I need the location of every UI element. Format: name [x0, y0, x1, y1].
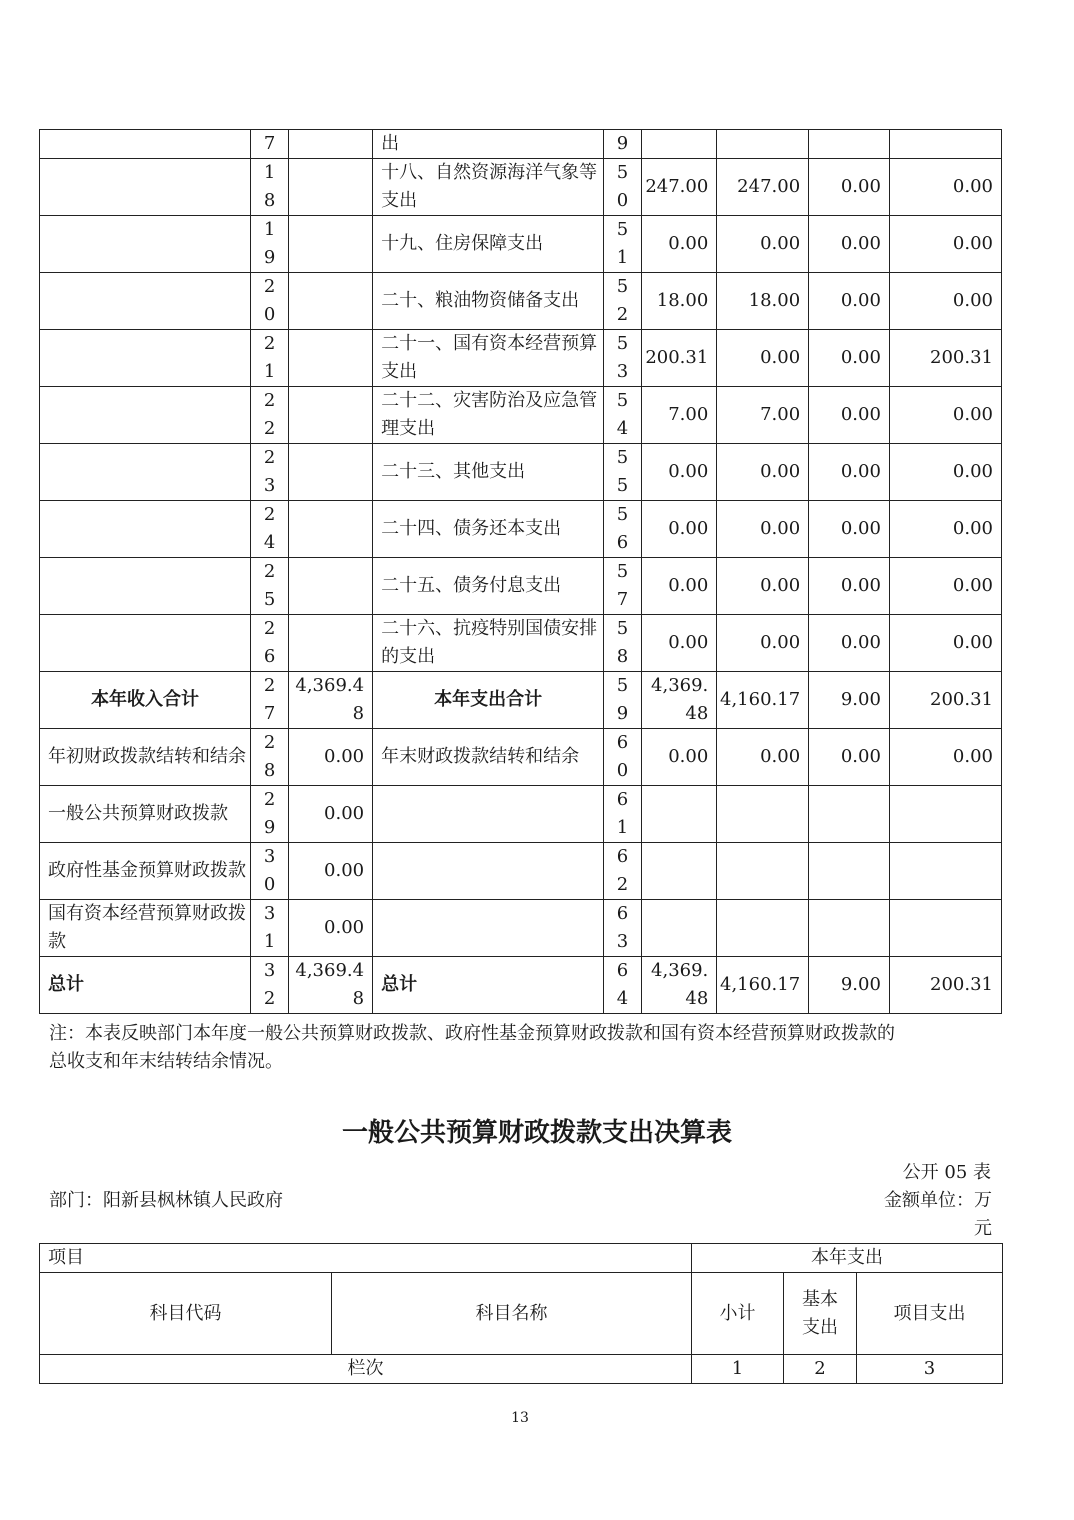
table-row: [40, 159, 1002, 216]
expense-total: [641, 843, 717, 900]
row-label: [40, 501, 251, 558]
fund-budget: [809, 786, 890, 843]
fund-budget: 0.00: [809, 330, 890, 387]
fund-budget: 0.00: [809, 387, 890, 444]
expense-total: 247.00: [641, 159, 717, 216]
expense-total: [641, 130, 717, 159]
general-budget: 7.00: [717, 387, 809, 444]
fund-budget: 0.00: [809, 501, 890, 558]
row-label: 总计: [40, 957, 251, 1014]
row-number: 28: [250, 729, 288, 786]
expense-item: 二十三、其他支出: [373, 444, 604, 501]
fund-budget: 9.00: [809, 957, 890, 1014]
income-amount: [289, 501, 373, 558]
row-label: [40, 387, 251, 444]
row-number: 22: [250, 387, 288, 444]
row-number-2: 56: [604, 501, 641, 558]
header-subtotal: 小计: [692, 1273, 784, 1355]
general-budget: 0.00: [717, 330, 809, 387]
general-budget: [717, 843, 809, 900]
expense-total: 0.00: [641, 558, 717, 615]
table-row: [40, 387, 1002, 444]
table-row: [40, 216, 1002, 273]
expense-item: [373, 843, 604, 900]
general-budget: 0.00: [717, 558, 809, 615]
row-label: 一般公共预算财政拨款: [40, 786, 251, 843]
row-number: 27: [250, 672, 288, 729]
state-capital-budget: 0.00: [889, 444, 1001, 501]
income-amount: [289, 330, 373, 387]
expense-item: [373, 786, 604, 843]
state-capital-budget: 0.00: [889, 615, 1001, 672]
state-capital-budget: [889, 786, 1001, 843]
row-label: [40, 330, 251, 387]
expenditure-table: [39, 1243, 1003, 1384]
fund-budget: 0.00: [809, 216, 890, 273]
expense-total: 0.00: [641, 216, 717, 273]
expense-total: [641, 900, 717, 957]
row-number: 19: [250, 216, 288, 273]
row-number: 18: [250, 159, 288, 216]
general-budget: 4,160.17: [717, 672, 809, 729]
general-budget: [717, 130, 809, 159]
expense-item: 出: [373, 130, 604, 159]
table-row: [40, 900, 1002, 957]
state-capital-budget: 0.00: [889, 501, 1001, 558]
fund-budget: [809, 900, 890, 957]
row-label: 年初财政拨款结转和结余: [40, 729, 251, 786]
expense-item: 十八、自然资源海洋气象等支出: [373, 159, 604, 216]
row-number-2: 60: [604, 729, 641, 786]
row-number-2: 57: [604, 558, 641, 615]
page-number: 13: [511, 1410, 529, 1426]
header-code: 科目代码: [40, 1273, 332, 1355]
state-capital-budget: 0.00: [889, 273, 1001, 330]
state-capital-budget: 0.00: [889, 387, 1001, 444]
income-amount: [289, 444, 373, 501]
row-label: [40, 130, 251, 159]
general-budget: 4,160.17: [717, 957, 809, 1014]
section-title: 一般公共预算财政拨款支出决算表: [341, 1118, 732, 1148]
expense-total: 0.00: [641, 729, 717, 786]
row-label: 国有资本经营预算财政拨款: [40, 900, 251, 957]
row-number-2: 55: [604, 444, 641, 501]
expense-item: 二十六、抗疫特别国债安排的支出: [373, 615, 604, 672]
header-project-exp: 项目支出: [857, 1273, 1003, 1355]
form-number: 公开 05 表: [902, 1162, 991, 1183]
general-budget: 0.00: [717, 615, 809, 672]
income-amount: [289, 216, 373, 273]
row-number-2: 52: [604, 273, 641, 330]
expense-item: 二十四、债务还本支出: [373, 501, 604, 558]
general-budget: 0.00: [717, 501, 809, 558]
row-label: [40, 444, 251, 501]
table-row: [40, 729, 1002, 786]
row-label: [40, 558, 251, 615]
income-amount: 0.00: [289, 786, 373, 843]
state-capital-budget: 0.00: [889, 729, 1001, 786]
table-note: 注：本表反映部门本年度一般公共预算财政拨款、政府性基金预算财政拨款和国有资本经营预算财政拨款的总收支和年末结转结余情况。: [49, 1023, 895, 1072]
state-capital-budget: 200.31: [889, 330, 1001, 387]
table-row: [40, 843, 1002, 900]
row-number: 24: [250, 501, 288, 558]
expense-total: 0.00: [641, 444, 717, 501]
income-amount: [289, 558, 373, 615]
income-amount: [289, 130, 373, 159]
state-capital-budget: [889, 130, 1001, 159]
table-row: [40, 957, 1002, 1014]
table-row: [40, 558, 1002, 615]
column-index-2: 2: [784, 1355, 857, 1384]
general-budget: 0.00: [717, 216, 809, 273]
expense-total: 0.00: [641, 501, 717, 558]
row-number-2: 63: [604, 900, 641, 957]
income-amount: [289, 273, 373, 330]
row-number-2: 59: [604, 672, 641, 729]
row-number: 30: [250, 843, 288, 900]
income-amount: 0.00: [289, 900, 373, 957]
state-capital-budget: 200.31: [889, 957, 1001, 1014]
row-number-2: 51: [604, 216, 641, 273]
row-number-2: 53: [604, 330, 641, 387]
state-capital-budget: 0.00: [889, 558, 1001, 615]
general-budget: 247.00: [717, 159, 809, 216]
row-label: [40, 273, 251, 330]
expense-total: [641, 786, 717, 843]
expense-total: 18.00: [641, 273, 717, 330]
expense-item: 二十一、国有资本经营预算支出: [373, 330, 604, 387]
fund-budget: 9.00: [809, 672, 890, 729]
fund-budget: 0.00: [809, 159, 890, 216]
table-row: [40, 501, 1002, 558]
table-row: [40, 273, 1002, 330]
column-index-3: 3: [857, 1355, 1003, 1384]
income-amount: 4,369.48: [289, 957, 373, 1014]
row-number-2: 64: [604, 957, 641, 1014]
expense-total: 4,369.48: [641, 672, 717, 729]
general-budget: 18.00: [717, 273, 809, 330]
table-row: [40, 672, 1002, 729]
income-amount: 0.00: [289, 843, 373, 900]
general-budget: 0.00: [717, 729, 809, 786]
row-number: 20: [250, 273, 288, 330]
table-row: [40, 615, 1002, 672]
fund-budget: 0.00: [809, 444, 890, 501]
table-row: [40, 130, 1002, 159]
header-this-year: 本年支出: [692, 1244, 1003, 1273]
income-amount: [289, 387, 373, 444]
row-number: 21: [250, 330, 288, 387]
general-budget: [717, 786, 809, 843]
state-capital-budget: [889, 843, 1001, 900]
expense-item: 二十二、灾害防治及应急管理支出: [373, 387, 604, 444]
row-number: 32: [250, 957, 288, 1014]
expense-total: 7.00: [641, 387, 717, 444]
state-capital-budget: 0.00: [889, 216, 1001, 273]
row-number: 23: [250, 444, 288, 501]
row-number: 26: [250, 615, 288, 672]
general-budget: 0.00: [717, 444, 809, 501]
state-capital-budget: 200.31: [889, 672, 1001, 729]
expense-item: 二十五、债务付息支出: [373, 558, 604, 615]
expense-total: 0.00: [641, 615, 717, 672]
expense-total: 200.31: [641, 330, 717, 387]
row-label: [40, 159, 251, 216]
row-number: 31: [250, 900, 288, 957]
column-index-1: 1: [692, 1355, 784, 1384]
fund-budget: 0.00: [809, 558, 890, 615]
unit-label: 金额单位：万元: [884, 1190, 992, 1239]
fund-budget: [809, 130, 890, 159]
expense-item: 总计: [373, 957, 604, 1014]
income-amount: [289, 615, 373, 672]
budget-summary-table: [39, 129, 1002, 1014]
income-amount: 0.00: [289, 729, 373, 786]
row-number-2: 61: [604, 786, 641, 843]
income-amount: [289, 159, 373, 216]
expense-item: 本年支出合计: [373, 672, 604, 729]
income-amount: 4,369.48: [289, 672, 373, 729]
fund-budget: 0.00: [809, 615, 890, 672]
row-label: 本年收入合计: [40, 672, 251, 729]
expense-item: 十九、住房保障支出: [373, 216, 604, 273]
row-number-2: 62: [604, 843, 641, 900]
row-label: [40, 216, 251, 273]
row-number-2: 9: [604, 130, 641, 159]
row-number-2: 50: [604, 159, 641, 216]
fund-budget: 0.00: [809, 273, 890, 330]
department-label: 部门：阳新县枫林镇人民政府: [49, 1190, 283, 1211]
row-number: 7: [250, 130, 288, 159]
column-index-label: 栏次: [40, 1355, 692, 1384]
header-name: 科目名称: [332, 1273, 692, 1355]
table-row: [40, 330, 1002, 387]
state-capital-budget: 0.00: [889, 159, 1001, 216]
general-budget: [717, 900, 809, 957]
row-number: 29: [250, 786, 288, 843]
row-number: 25: [250, 558, 288, 615]
row-label: 政府性基金预算财政拨款: [40, 843, 251, 900]
table-row: [40, 786, 1002, 843]
expense-item: 二十、粮油物资储备支出: [373, 273, 604, 330]
row-number-2: 54: [604, 387, 641, 444]
state-capital-budget: [889, 900, 1001, 957]
table-row: [40, 444, 1002, 501]
expense-item: [373, 900, 604, 957]
row-number-2: 58: [604, 615, 641, 672]
expense-item: 年末财政拨款结转和结余: [373, 729, 604, 786]
fund-budget: [809, 843, 890, 900]
header-project: 项目: [40, 1244, 692, 1273]
expense-total: 4,369.48: [641, 957, 717, 1014]
header-basic: 基本支出: [784, 1273, 857, 1355]
fund-budget: 0.00: [809, 729, 890, 786]
row-label: [40, 615, 251, 672]
